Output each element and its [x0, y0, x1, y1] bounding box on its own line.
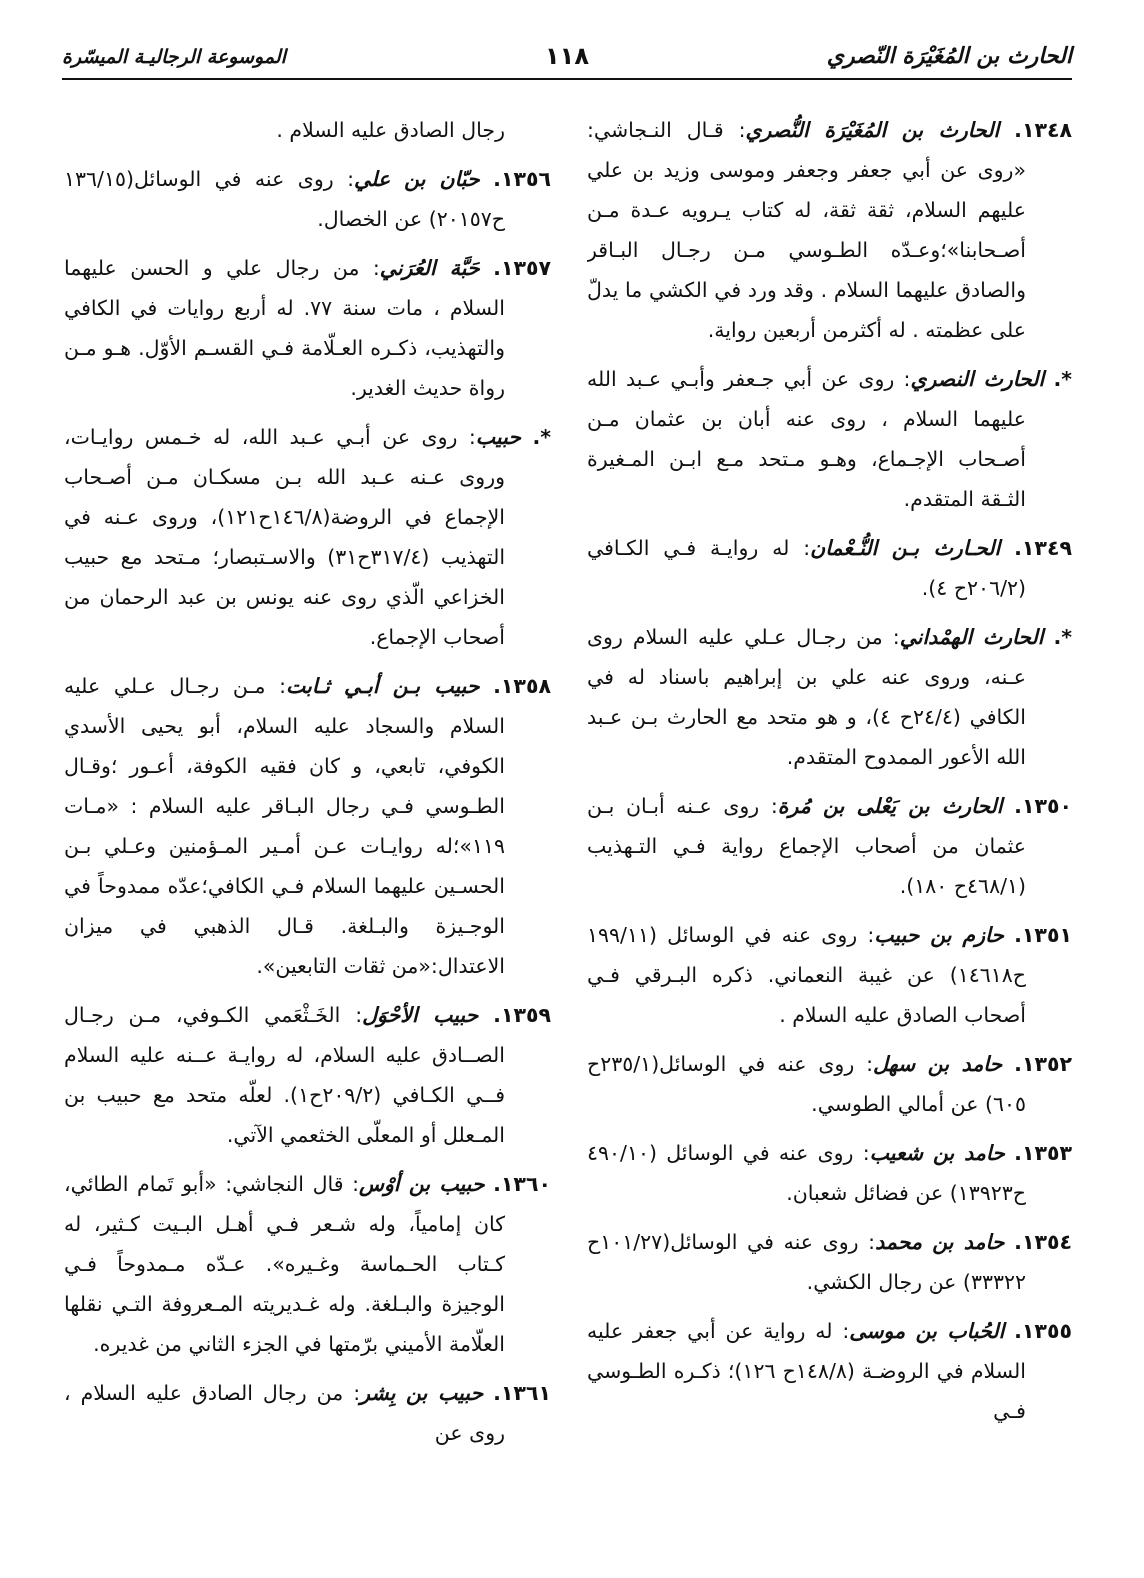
entry-text: : روى عـنه أبـان بـن عثمان من أصحاب الإجماع رواية فـي التـهذيب (٤٦٨/١ح ١٨٠). [587, 794, 1026, 898]
biography-entry [587, 1222, 1072, 1302]
entry-name: حامد بن محمد [875, 1230, 1005, 1254]
entry-text: : روى عن أبي جـعفر وأبـي عـبد الله عليهما السلام ، روى عنه أبان بن عثمان مـن أصـحاب الإجـماع، وهـو مـتحد مـع ابـن المـغيرة الثـقة المتقدم. [587, 367, 1026, 511]
entry-text: : روى عنه في الوسائل(١٣٦/١٥ ح٢٠١٥٧) عن الخصال. [64, 167, 505, 231]
entry-number: ١٣٥٠. [1014, 794, 1072, 818]
biography-entry [64, 159, 551, 239]
entry-text: : روى عنه في الوسائل(١٠١/٢٧ح ٣٣٣٢٢) عن رجال الكشي. [587, 1230, 1026, 1294]
entry-name: الحارث بن يَعْلى بن مُرة [777, 794, 1003, 818]
biography-entry [587, 617, 1072, 777]
entry-number: ١٣٥٤. [1014, 1230, 1072, 1254]
entry-text: : من رجال الصادق عليه السلام ، روى عن [64, 1381, 505, 1445]
entry-name: الحارث بن المُغَيْرَة النُّصري [745, 118, 1000, 142]
entry-number: *. [1053, 367, 1072, 391]
biography-entry [64, 417, 551, 657]
entry-text: : مـن رجـال عـلي عليه السلام والسجاد عليه السلام، أبو يحيى الأسدي الكوفي، تابعي، و كان فقيه الكوفة، أعـور ؛وقـال الطـوسي فـي رجال البـاقر عليه السلام : «مـات ١١٩»؛له روايـات عـن أمـير المـؤمنين وعـلي بـن الحسـين عليهما السلام فـي الكافي؛عدّه ممدوحاً في الوجـيزة والبـلغة. قـال الذهبي في ميزان الاعتدال:«من ثقات التابعين». [64, 674, 505, 978]
entry-text: : روى عنه في الوسائل (٤٩٠/١٠ ح١٣٩٢٣) عن فضائل شعبان. [587, 1141, 1026, 1205]
entry-name: حبّان بن علي [353, 167, 480, 191]
entry-number: ١٣٥٣. [1014, 1141, 1072, 1165]
entry-number: ١٣٥٥. [1014, 1319, 1072, 1343]
entry-name: حبيب بن أوْس [359, 1172, 485, 1196]
entry-name: الحـارث بـن النُّـعْمان [810, 536, 1001, 560]
entry-text: : روى عن أبـي عـبد الله، له خـمس روايـات، وروى عـنه عـبد الله بـن مسكـان مـن أصـحاب الإجماع في الروضة(١٤٦/٨ح١٢١)، وروى عـنه في التهذيب (٣١٧/٤ح٣١) والاسـتبصار؛ مـتحد مع حبيب الخزاعي الّذي روى عنه يونس بن عبد الرحمان من أصحاب الإجماع. [64, 425, 506, 649]
biography-entry [64, 1373, 551, 1453]
right-column [587, 110, 1072, 1440]
entry-number: ١٣٥٨. [493, 674, 551, 698]
biography-entry [64, 995, 551, 1155]
entry-number: ١٣٤٩. [1014, 536, 1072, 560]
entry-text: : له رواية عن أبي جعفر عليه السلام في الروضـة (١٤٨/٨ح ١٢٦)؛ ذكـره الطـوسي فـي [587, 1319, 1026, 1423]
entry-text: : روى عنه في الوسائل (١٩٩/١١ ح١٤٦١٨) عن غيبة النعماني. ذكره البـرقي فـي أصحاب الصادق عليه السلام . [587, 923, 1026, 1027]
entry-name: حبيب [475, 425, 521, 449]
entry-number: *. [532, 425, 551, 449]
entry-text: : له روايـة فـي الكـافي (٢٠٦/٢ح ٤). [587, 536, 1026, 600]
biography-entry [587, 915, 1072, 1035]
left-column [64, 110, 551, 1462]
biography-entry [587, 359, 1072, 519]
entry-name: الحُباب بن موسى [849, 1319, 1005, 1343]
header-entry-title: الحارث بن المُغَيْرَة النّصري [826, 44, 1072, 69]
entry-text: : روى عنه في الوسائل(٢٣٥/١ح ٦٠٥) عن أمالي الطوسي. [587, 1052, 1026, 1116]
entry-number: ١٣٥٢. [1014, 1052, 1072, 1076]
entry-number: ١٣٥٧. [493, 256, 551, 280]
entry-number: ١٣٥١. [1014, 923, 1072, 947]
biography-entry [587, 1133, 1072, 1213]
entry-name: حازم بن حبيب [874, 923, 1004, 947]
entry-text: : من رجـال عـلي عليه السلام روى عـنه، وروى عنه علي بن إبراهيم باسناد له في الكافي (٢٤/٤ح ٤)، و هو متحد مع الحارث بـن عـبد الله الأعور الممدوح المتقدم. [587, 625, 1026, 769]
biography-entry [587, 1311, 1072, 1431]
biography-entry [64, 110, 551, 150]
biography-entry [587, 528, 1072, 608]
page-header [62, 38, 1072, 80]
entry-number: *. [1053, 625, 1072, 649]
biography-entry [64, 248, 551, 408]
entry-text: : قـال النـجاشي: «روى عن أبي جعفر وجعفر وموسى وزيد بن علي عليهم السلام، ثقة ثقة، له كتاب يـرويه عـدة مـن أصـحابنا»؛وعـدّه الطـوسي مـن رجـال البـاقر والصادق عليهما السلام . وقد ورد في الكشي ما يدلّ على عظمته . له أكثرمن أربعين رواية. [587, 118, 1026, 342]
entry-number: ١٣٥٩. [493, 1003, 551, 1027]
entry-text: رجال الصادق عليه السلام . [276, 118, 505, 142]
entry-name: حبيب الأحْوَل [362, 1003, 479, 1027]
biography-entry [587, 786, 1072, 906]
entry-name: حبيب بن بِشر [360, 1381, 484, 1405]
biography-entry [587, 110, 1072, 350]
entry-name: حبيب بـن أبـي ثـابت [286, 674, 480, 698]
entry-number: ١٣٥٦. [493, 167, 551, 191]
biography-entry [587, 1044, 1072, 1124]
entry-text: : الخَـثْعَمي الكـوفي، مـن رجـال الصــادق عليه السلام، له روايـة عــنه عليه السلام فــي الكـافي (٢٠٩/٢ح١). لعلّه متحد مع حبيب بن المـعلل أو المعلّى الخثعمي الآتي. [64, 1003, 505, 1147]
entry-text: : من رجال علي و الحسن عليهما السلام ، مات سنة ٧٧. له أربع روايات في الكافي والتهذيب، ذكـره العـلّامة فـي القسـم الأوّل. هـو مـن رواة حديث الغدير. [64, 256, 505, 400]
entry-number: ١٣٤٨. [1014, 118, 1072, 142]
entry-name: الحارث النصري [910, 367, 1045, 391]
entry-number: ١٣٦١. [493, 1381, 551, 1405]
biography-entry [64, 1164, 551, 1364]
biography-entry [64, 666, 551, 986]
entry-name: حامد بن سهل [873, 1052, 1003, 1076]
header-book-title: الموسوعة الرجاليـة الميسّرة [62, 46, 286, 68]
page-number: ١١٨ [545, 42, 589, 70]
entry-text: : قال النجاشي: «أبو تَمام الطائي، كان إمامياً، وله شـعر فـي أهـل البـيت كـثير، له كـتاب الحـماسة وغـيره». عـدّه مـمدوحاً فـي الوجيزة والبـلغة. وله غـديريته المـعروفة التـي نقلها العلّامة الأميني برّمتها في الجزء الثاني من غديره. [64, 1172, 505, 1356]
entry-name: حامد بن شعيب [869, 1141, 1005, 1165]
entry-name: حَبَّة العُرَني [379, 256, 480, 280]
entry-name: الحارث الهمْداني [899, 625, 1044, 649]
entry-number: ١٣٦٠. [493, 1172, 551, 1196]
